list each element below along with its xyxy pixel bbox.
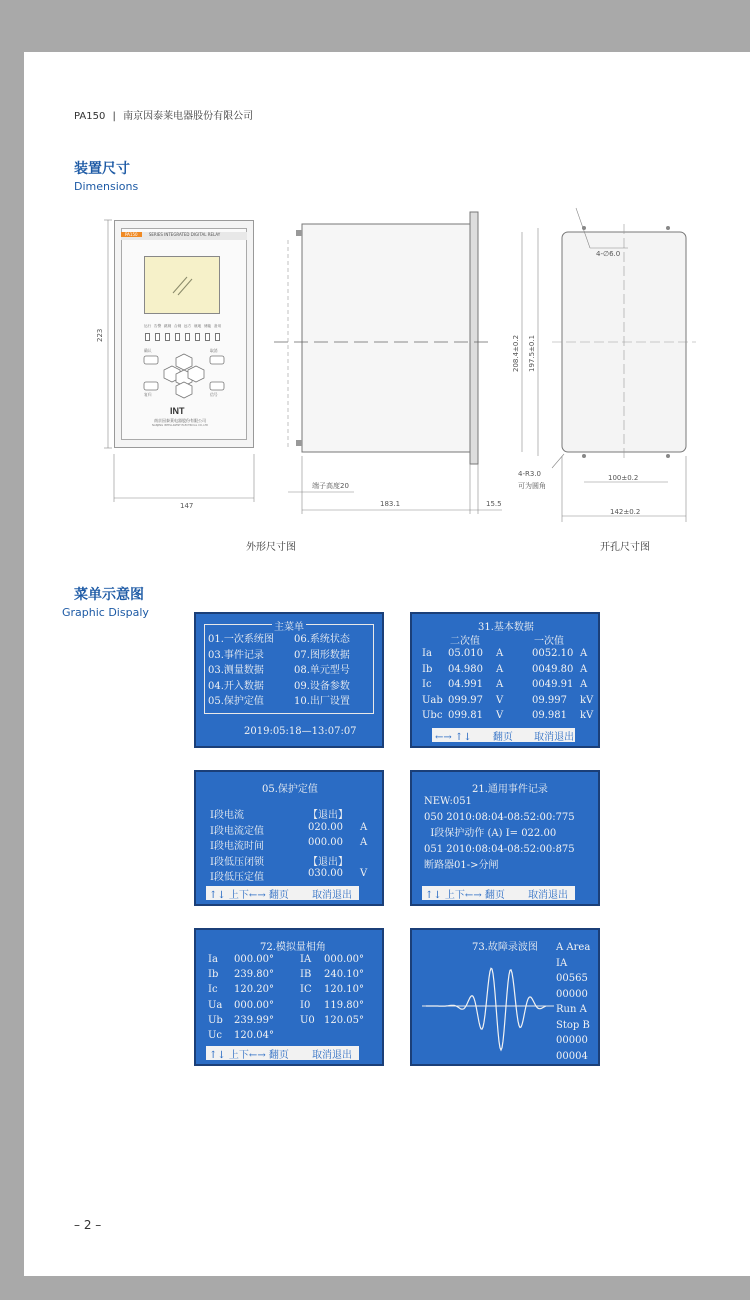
phase-row-label-left: Ua — [208, 999, 223, 1011]
basic-row-unit2: V — [496, 710, 504, 721]
basic-row-primary: 0052.10 — [532, 648, 574, 659]
basic-row-name: Ia — [422, 648, 432, 659]
page-turn-button[interactable]: 翻页 — [492, 732, 513, 743]
corner-note-label: 可为圆角 — [518, 482, 546, 490]
event-line: NEW:051 — [424, 796, 472, 807]
keypad-label-top-right: 取消 — [210, 348, 218, 353]
phase-row-label-right: I0 — [300, 999, 311, 1011]
wave-side-text: A Area — [556, 942, 591, 953]
led-label: 跳闸 — [164, 324, 172, 328]
cut-width-inner-label: 100±0.2 — [608, 474, 639, 482]
basic-row-secondary: 04.980 — [448, 663, 483, 675]
event-line: 断路器01->分闸 — [424, 860, 499, 871]
phase-row-label-right: IB — [300, 969, 312, 981]
phase-row-label-left: Ib — [208, 969, 219, 981]
nav-page-hint[interactable]: ↑↓ 上下←→ 翻页 — [425, 890, 505, 901]
basic-footer-bar — [432, 728, 575, 742]
protection-row-value[interactable]: 【退出】 — [308, 810, 348, 821]
phase-row-value-left: 120.20° — [234, 984, 274, 996]
cut-width-outer-label: 142±0.2 — [610, 508, 641, 516]
cut-height-outer-label: 208.4±0.2 — [512, 334, 520, 372]
model-name: PA150 — [74, 111, 106, 122]
menu-title-cn: 菜单示意图 — [74, 587, 144, 603]
nav-page-hint[interactable]: ↑↓ 上下←→ 翻页 — [209, 1050, 289, 1061]
phase-row-value-right: 120.10° — [324, 984, 364, 996]
protection-footer-bar — [206, 886, 359, 900]
side-view-drawing — [274, 212, 502, 514]
hole-diameter-label: 4-∅6.0 — [596, 250, 621, 258]
lcd-screen-events — [410, 770, 600, 906]
dimension-drawings-svg — [24, 52, 750, 572]
cutout-caption: 开孔尺寸图 — [600, 542, 650, 553]
phase-row-value-left: 120.04° — [234, 1030, 274, 1041]
basic-row-unit2: A — [496, 679, 504, 690]
nav-page-hint[interactable]: ↑↓ 上下←→ 翻页 — [209, 890, 289, 901]
lcd-screen-fault-wave — [410, 928, 600, 1066]
basic-row-secondary: 05.010 — [448, 648, 483, 659]
dimensions-title-cn: 装置尺寸 — [74, 161, 130, 177]
phase-row-value-left: 000.00° — [234, 999, 274, 1011]
basic-row-unit1: kV — [580, 710, 594, 721]
led-label: 合闸 — [174, 324, 182, 328]
screen-title: 31.基本数据 — [478, 622, 534, 633]
basic-row-unit1: kV — [580, 694, 594, 706]
device-brand-logo: INT — [170, 406, 185, 416]
menu-item[interactable]: 04.开入数据 — [208, 680, 264, 692]
phase-row-label-left: Uc — [208, 1030, 223, 1041]
phase-row-label-right: U0 — [300, 1014, 315, 1026]
screen-title: 主菜单 — [272, 618, 306, 633]
menu-title-en: Graphic Dispaly — [62, 606, 149, 619]
flange-label: 15.5 — [486, 500, 502, 508]
screen-title: 73.故障录波图 — [472, 942, 538, 953]
main-menu-left-list — [208, 632, 274, 710]
protection-row-name: I段电流定值 — [210, 825, 264, 837]
protection-row-unit: A — [360, 837, 368, 848]
basic-row-unit1: A — [580, 648, 588, 659]
event-line: 051 2010:08:04-08:52:00:875 — [424, 844, 575, 855]
fault-waveform-plot — [418, 956, 556, 1056]
phase-footer-bar — [206, 1046, 359, 1060]
cut-height-inner-label: 197.5±0.1 — [528, 334, 536, 372]
menu-item[interactable]: 03.测量数据 — [208, 665, 264, 676]
device-series-text: SERIES INTEGRATED DIGITAL RELAY — [148, 232, 221, 237]
protection-row-unit: A — [360, 821, 368, 833]
phase-row-value-left: 239.99° — [234, 1014, 274, 1026]
phase-row-label-left: Ic — [208, 984, 218, 996]
screen-title: 21.通用事件记录 — [472, 784, 548, 795]
wave-side-text: Run A — [556, 1004, 587, 1015]
basic-row-secondary: 099.97 — [448, 694, 483, 706]
terminal-height-label: 端子高度20 — [312, 482, 349, 490]
main-menu-right-list — [294, 632, 350, 710]
corner-radius-label: 4-R3.0 — [518, 470, 541, 478]
basic-row-unit1: A — [580, 679, 588, 690]
basic-row-secondary: 04.991 — [448, 679, 483, 690]
menu-item[interactable]: 05.保护定值 — [208, 696, 264, 707]
datetime-display: 2019:05:18—13:07:07 — [244, 726, 357, 737]
screen-title: 72.模拟量相角 — [260, 942, 326, 953]
phase-row-label-right: IA — [300, 954, 312, 965]
keypad-label-bottom-right: 信号 — [210, 392, 218, 397]
basic-row-unit1: A — [580, 663, 588, 675]
device-company-en: NANJING INTELLIGENT ELECTRICAL CO.,LTD — [152, 424, 209, 427]
phase-row-value-right: 119.80° — [324, 999, 364, 1011]
basic-row-unit2: A — [496, 648, 504, 659]
phase-row-label-right: IC — [300, 984, 312, 996]
device-company-cn: 南京因泰莱电器股份有限公司 — [154, 418, 206, 423]
header-separator: | — [112, 111, 116, 122]
waveform-trace — [426, 968, 546, 1050]
events-footer-bar — [422, 886, 575, 900]
protection-row-value[interactable]: 【退出】 — [308, 856, 348, 868]
menu-item[interactable]: 06.系统状态 — [294, 634, 350, 645]
phase-row-value-left: 000.00° — [234, 954, 274, 965]
led-label: 告警 — [154, 324, 162, 328]
outline-caption: 外形尺寸图 — [246, 542, 296, 553]
phase-row-value-left: 239.80° — [234, 969, 274, 981]
cancel-exit-button[interactable]: 取消退出 — [528, 890, 569, 901]
cancel-exit-button[interactable]: 取消退出 — [312, 1050, 353, 1061]
protection-row-unit: V — [360, 868, 368, 879]
width-front-label: 147 — [180, 502, 194, 510]
basic-row-secondary: 099.81 — [448, 710, 483, 721]
height-front-label: 223 — [96, 328, 104, 342]
led-label: 储能 — [204, 324, 212, 328]
phase-row-label-left: Ia — [208, 954, 218, 965]
device-model-tag: PA150 — [121, 232, 142, 237]
basic-row-unit2: A — [496, 663, 504, 675]
cancel-exit-button[interactable]: 取消退出 — [534, 732, 575, 743]
basic-row-name: Uab — [422, 694, 443, 706]
wave-side-info — [556, 940, 590, 1064]
phase-row-value-right: 120.05° — [324, 1014, 364, 1026]
basic-row-name: Ib — [422, 663, 433, 675]
basic-row-primary: 09.997 — [532, 694, 567, 706]
lcd-screen-protection — [194, 770, 384, 906]
protection-row-value[interactable]: 000.00 — [308, 837, 343, 848]
lcd-screen-main-menu — [194, 612, 384, 748]
wave-side-text: 00000 — [556, 1035, 588, 1046]
protection-row-value[interactable]: 030.00 — [308, 868, 343, 879]
menu-item[interactable]: 10.出厂设置 — [294, 696, 350, 707]
keypad-label-bottom-left: 复归 — [144, 392, 152, 397]
event-list — [424, 794, 575, 874]
wave-side-text: 00004 — [556, 1050, 588, 1062]
led-label: 备用 — [214, 324, 222, 328]
document-page — [24, 52, 750, 1276]
phase-row-value-right: 240.10° — [324, 969, 364, 981]
cancel-exit-button[interactable]: 取消退出 — [312, 890, 353, 901]
protection-row-name: I段低压闭锁 — [210, 856, 264, 868]
protection-row-name: I段电流时间 — [210, 841, 264, 852]
menu-item[interactable]: 03.事件记录 — [208, 649, 264, 661]
protection-row-name: I段电流 — [210, 810, 244, 821]
basic-row-primary: 0049.91 — [532, 679, 574, 690]
protection-row-value[interactable]: 020.00 — [308, 821, 343, 833]
protection-row-name: I段低压定值 — [210, 872, 264, 883]
wave-side-text: IA — [556, 957, 568, 969]
lcd-screen-phase-angle — [194, 928, 384, 1066]
lcd-screen-basic-data — [410, 612, 600, 748]
col-secondary-header: 二次值 — [450, 636, 480, 647]
led-label: 就地 — [194, 324, 202, 328]
wave-side-text: 00565 — [556, 973, 588, 984]
depth-label: 183.1 — [380, 500, 401, 508]
phase-row-value-right: 000.00° — [324, 954, 364, 965]
screen-title: 05.保护定值 — [262, 784, 318, 795]
wave-side-text: 00000 — [556, 988, 588, 1000]
phase-row-label-left: Ub — [208, 1014, 223, 1026]
menu-item[interactable]: 01.一次系统图 — [208, 634, 274, 645]
basic-row-primary: 0049.80 — [532, 663, 574, 675]
basic-row-unit2: V — [496, 694, 504, 706]
company-name: 南京因泰莱电器股份有限公司 — [123, 111, 254, 122]
event-line: I段保护动作 (A) I= 022.00 — [424, 828, 557, 839]
col-primary-header: 一次值 — [534, 636, 564, 647]
led-label: 运行 — [144, 324, 152, 328]
page-number: – 2 – — [74, 1218, 102, 1232]
basic-row-name: Ic — [422, 679, 432, 690]
menu-item[interactable]: 07.图形数据 — [294, 649, 350, 661]
dimensions-title-en: Dimensions — [74, 180, 139, 193]
nav-arrows-icon[interactable]: ←→ ↑↓ — [435, 732, 472, 743]
led-label: 远方 — [184, 324, 192, 328]
basic-row-name: Ubc — [422, 710, 443, 721]
keypad-label-top-left: 确认 — [144, 348, 152, 353]
menu-item[interactable]: 09.设备参数 — [294, 680, 350, 692]
wave-side-text: Stop B — [556, 1019, 590, 1031]
menu-item[interactable]: 08.单元型号 — [294, 665, 350, 676]
basic-row-primary: 09.981 — [532, 710, 567, 721]
event-line: 050 2010:08:04-08:52:00:775 — [424, 812, 575, 823]
